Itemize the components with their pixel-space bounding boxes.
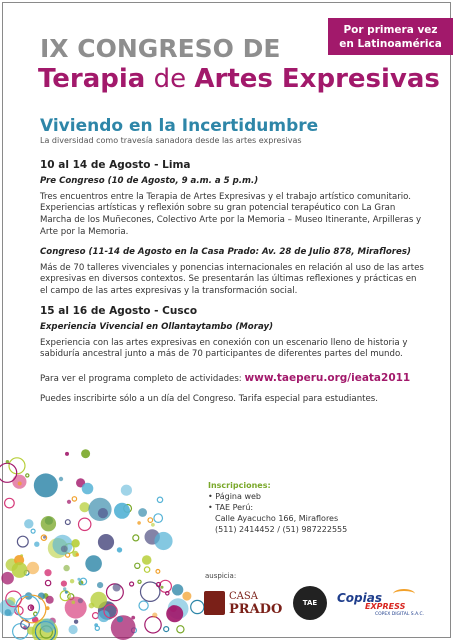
bubble — [137, 521, 141, 525]
bubble — [34, 542, 39, 547]
copias-express-logo — [337, 589, 437, 619]
bubble — [41, 516, 56, 531]
bubble — [182, 592, 191, 601]
congreso-text: Más de 70 talleres vivenciales y ponencias internacionales en relación al uso de las artes expresivas en diversos contextos. Se presentarán las últimas reflexiones y prácticas en el campo de las artes expresivas y la transformación social. — [40, 262, 424, 297]
casa-prado-text-1: CASA — [229, 591, 258, 602]
bubble — [82, 483, 94, 495]
bubble — [61, 546, 68, 553]
first-time-ribbon — [328, 18, 453, 55]
bubble — [152, 613, 157, 618]
experiencia-text: Experiencia con las artes expresivas en conexión con un escenario lleno de historia y sabiduría ancestral junto a más de 70 participantes de diferentes partes del mundo. — [40, 337, 408, 360]
congress-subtitle: Viviendo en la Incertidumbre — [40, 116, 319, 136]
bubble — [114, 503, 130, 519]
bubble — [71, 539, 79, 547]
pre-congreso-text: Tres encuentros entre la Terapia de Artes Expresivas y el trabajo artístico comunitario. Experiencias artísticas y reflexión sobre su gran potencial terapéutico con La Gran Marcha de los Muñecones, Colectivo Arte por la Memoria – Museo Itinerante, Arpilleras y Arte por la Memoria. — [40, 191, 422, 237]
congreso-title: Congreso (11-14 de Agosto en la Casa Prado: Av. 28 de Julio 878, Miraflores) — [40, 246, 411, 257]
bubble — [26, 474, 29, 477]
pre-congreso-title: Pre Congreso (10 de Agosto, 9 a.m. a 5 p.m.) — [40, 175, 259, 186]
ribbon-line-2: en Latinoamérica — [339, 37, 442, 50]
bubble — [12, 562, 28, 578]
bubble — [13, 624, 28, 639]
program-link[interactable]: www.taeperu.org/ieata2011 — [244, 372, 411, 385]
bubble — [72, 601, 76, 605]
casa-prado-mark — [204, 591, 225, 615]
bubble — [61, 581, 67, 587]
title-word-terapia: Terapia — [38, 64, 146, 94]
congress-main-title — [38, 64, 440, 94]
bubble — [166, 592, 169, 595]
registration-item-tae: • TAE Perú: — [208, 503, 254, 512]
bubble — [46, 596, 54, 604]
bubble — [81, 449, 90, 458]
bubble — [177, 626, 184, 633]
bubble — [117, 616, 123, 622]
bubble — [154, 514, 163, 523]
registration-info — [208, 480, 347, 535]
registration-item-web: • Página web — [208, 492, 261, 501]
bubble — [144, 567, 149, 572]
bubble — [138, 508, 147, 517]
bubble — [59, 477, 63, 481]
bubble — [41, 618, 55, 632]
bubble — [31, 529, 35, 533]
program-line — [40, 373, 425, 386]
bubble — [63, 565, 69, 571]
bubble — [139, 601, 148, 610]
bubble — [65, 520, 70, 525]
congress-tagline: La diversidad como travesía sanadora desde las artes expresivas — [40, 136, 302, 145]
bubble — [45, 580, 50, 585]
copias-swoosh — [393, 589, 415, 599]
bubble — [72, 497, 76, 501]
sponsors-label: auspicia: — [205, 572, 237, 580]
bubble — [164, 627, 169, 632]
bubble — [95, 626, 99, 630]
bubble — [63, 587, 66, 590]
bubble — [133, 535, 139, 541]
bubble — [44, 569, 51, 576]
bubble — [5, 498, 15, 508]
bubble — [74, 620, 78, 624]
cusco-heading: 15 al 16 de Agosto - Cusco — [40, 304, 198, 317]
tae-logo-text: TAE — [302, 599, 318, 607]
bubble — [113, 584, 121, 592]
bubble — [69, 625, 78, 634]
bubble — [130, 582, 134, 586]
bubble — [93, 613, 99, 619]
bubble — [98, 534, 114, 550]
bubble — [157, 497, 162, 502]
event-description — [40, 160, 425, 406]
bubble — [80, 502, 90, 512]
bubble — [131, 616, 135, 620]
bubble — [79, 518, 91, 530]
congress-edition-title: IX CONGRESO DE — [40, 34, 281, 63]
bubble — [121, 485, 132, 496]
bubble — [148, 518, 153, 523]
bubble — [88, 498, 111, 521]
bubble — [1, 572, 14, 585]
bubble — [97, 582, 103, 588]
title-word-de: de — [145, 64, 195, 94]
copias-text-1: Copias — [337, 591, 382, 605]
bubble — [166, 605, 183, 622]
bubble — [135, 563, 140, 568]
casa-prado-logo — [204, 589, 289, 617]
bubble — [27, 627, 35, 635]
bubble — [156, 570, 160, 574]
bubble — [151, 523, 155, 527]
registration-address: Calle Ayacucho 166, Miraflores — [215, 514, 339, 523]
program-text: Para ver el programa completo de actividades: — [40, 374, 245, 385]
bubble — [65, 452, 69, 456]
title-word-artes: Artes Expresivas — [194, 64, 440, 94]
bubble — [191, 600, 204, 613]
casa-prado-text-2: PRADO — [229, 602, 283, 617]
copias-text-2: EXPRESS — [365, 602, 406, 611]
registration-phones: (511) 2414452 / (51) 987222555 — [215, 525, 348, 534]
bubble — [90, 592, 107, 609]
bubble — [145, 617, 161, 633]
bubble — [76, 553, 79, 556]
bubble — [34, 473, 58, 497]
bubble — [78, 598, 83, 603]
bubble — [172, 584, 183, 595]
bubble — [43, 536, 46, 539]
bubble — [70, 579, 74, 583]
bubble — [18, 482, 22, 486]
bubble — [138, 580, 141, 583]
bubble — [6, 460, 9, 463]
bubble — [17, 536, 28, 547]
experiencia-title: Experiencia Vivencial en Ollantaytambo (Moray) — [40, 321, 274, 332]
copias-text-3: COPEX DIGITAL S.A.C. — [375, 612, 425, 617]
ribbon-line-1: Por primera vez — [343, 23, 438, 36]
bubble — [142, 555, 152, 565]
bubble — [67, 500, 71, 504]
bubble — [65, 591, 68, 594]
lima-heading: 10 al 14 de Agosto - Lima — [40, 159, 191, 171]
registration-label: Inscripciones: — [208, 481, 271, 490]
tae-peru-logo — [293, 586, 327, 620]
registration-note: Puedes inscribirte sólo a un día del Congreso. Tarifa especial para estudiantes. — [40, 393, 379, 404]
bubble — [154, 532, 172, 550]
bubble — [27, 562, 39, 574]
bubble — [117, 547, 122, 552]
bubble — [85, 555, 102, 572]
bubble — [24, 519, 33, 528]
bubble — [53, 535, 73, 555]
bubble — [161, 586, 164, 589]
